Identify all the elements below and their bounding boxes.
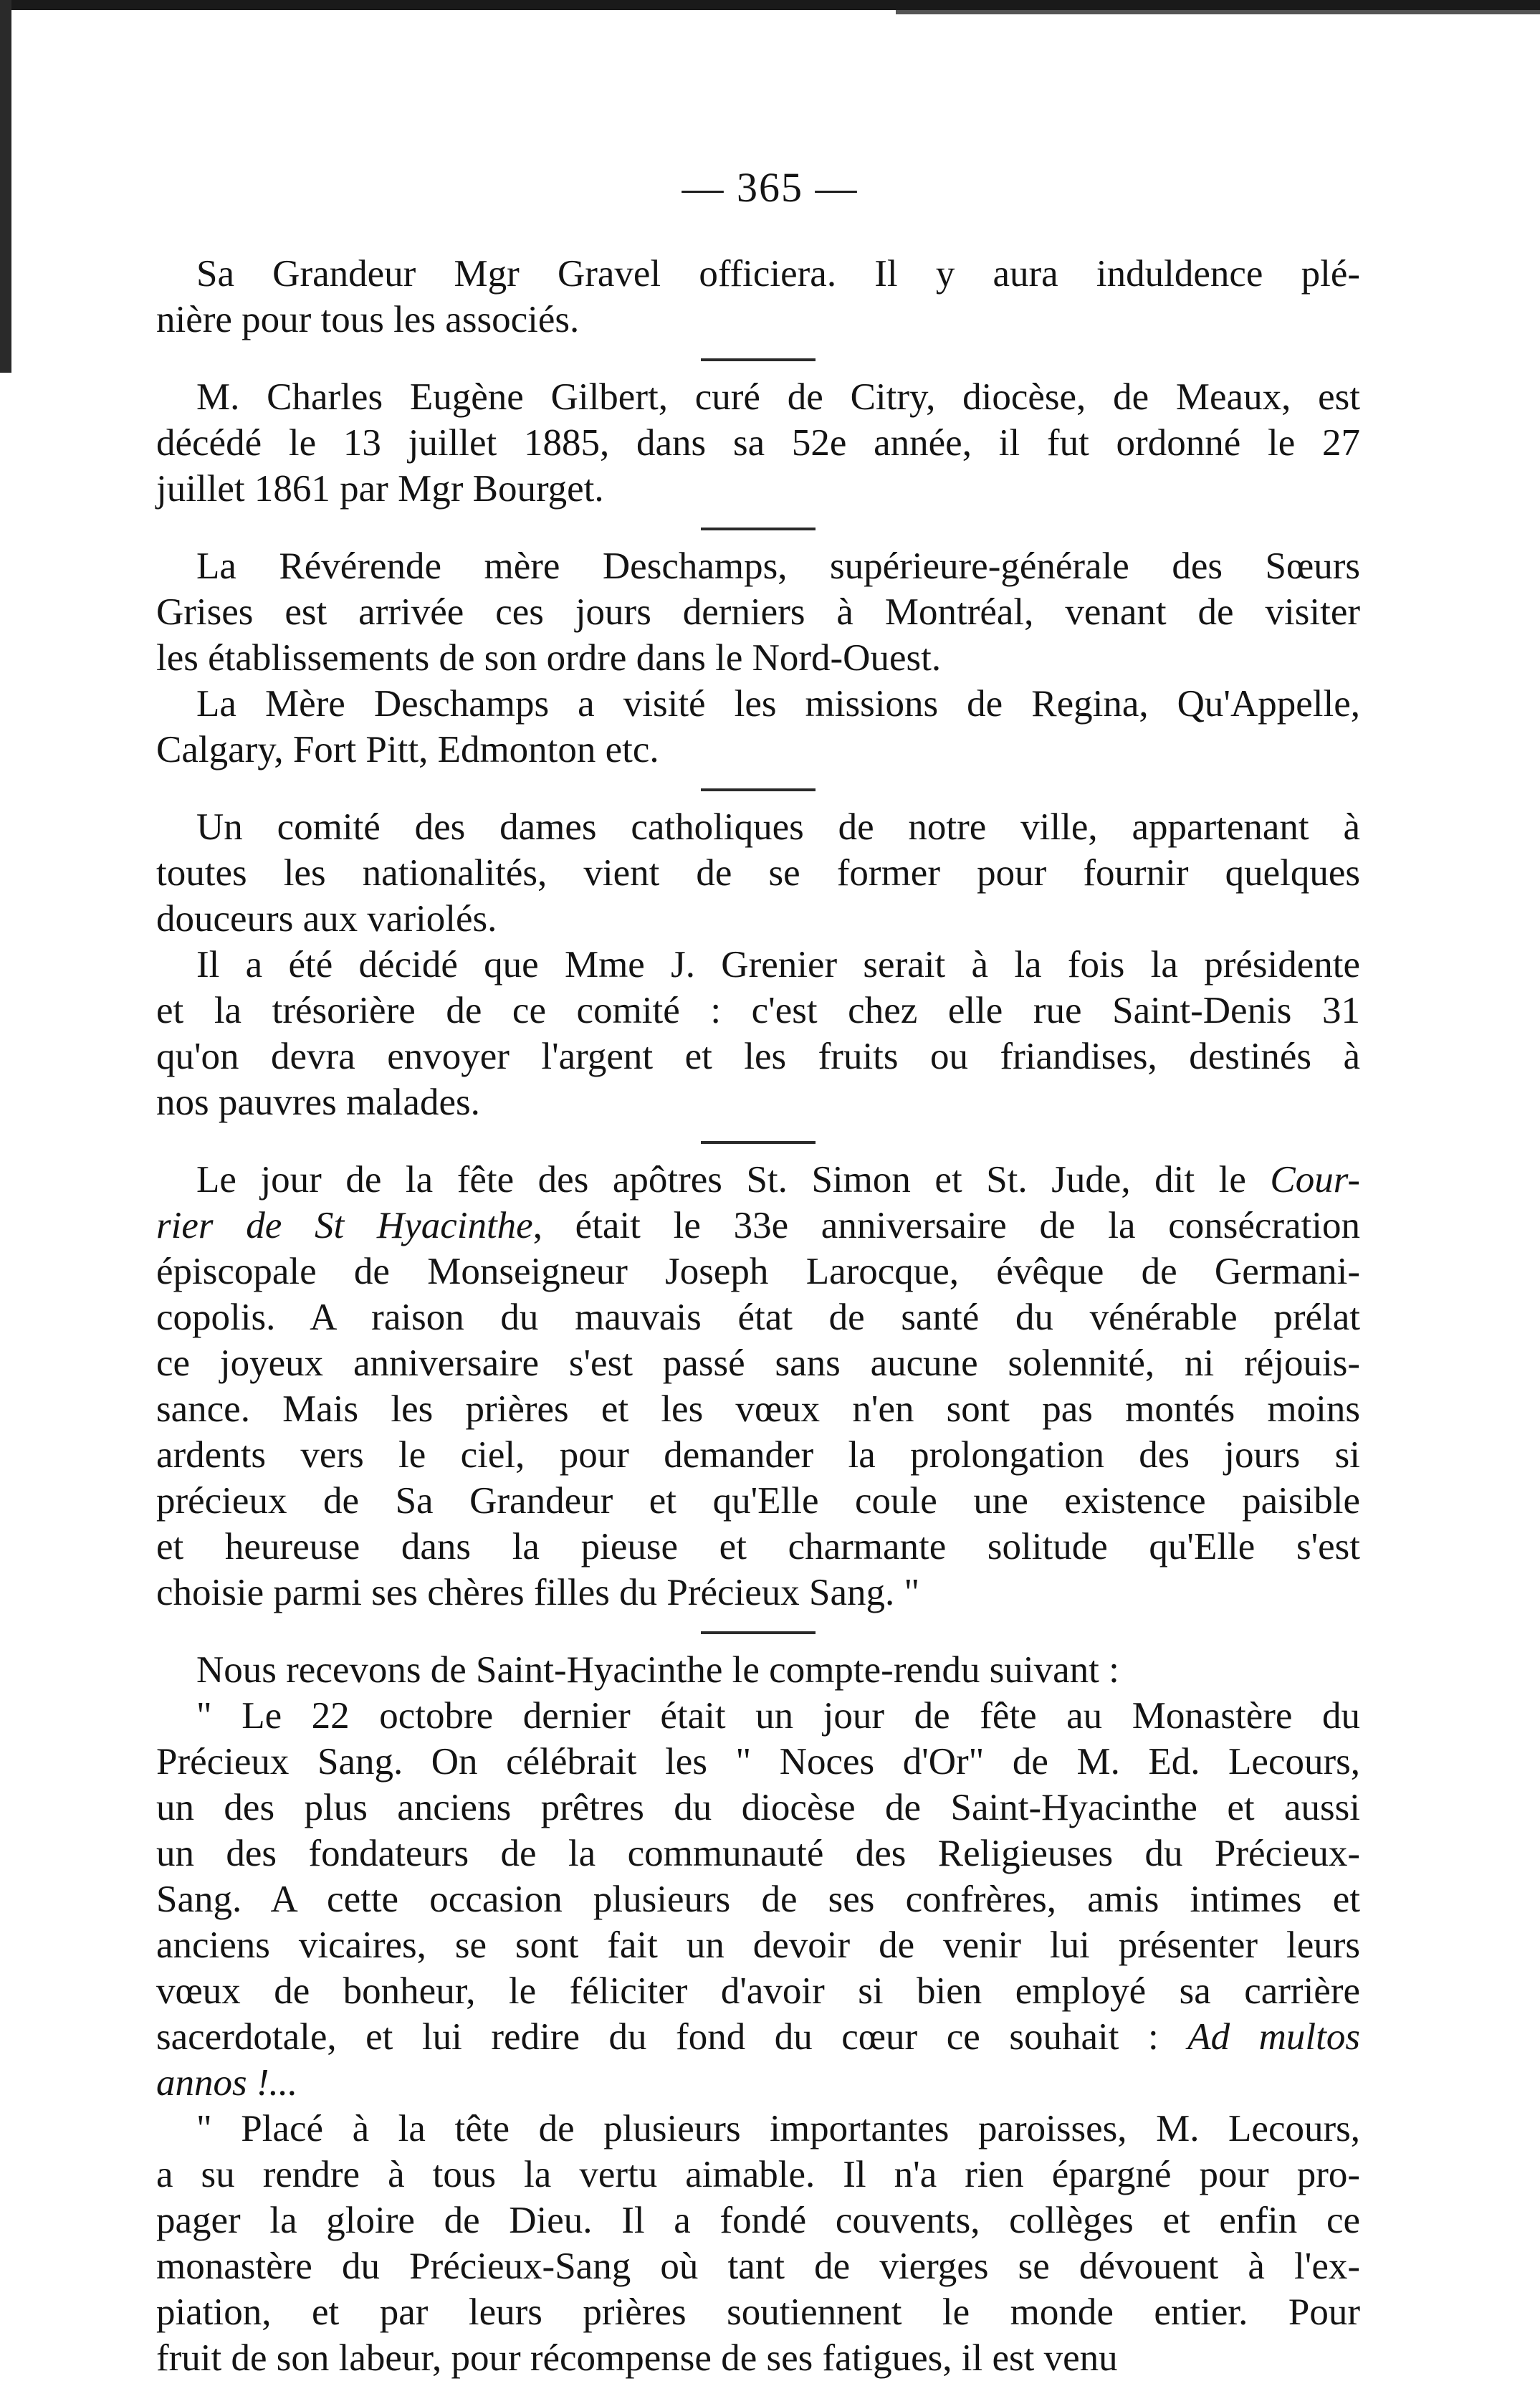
text-line: copolis. A raison du mauvais état de santé du vénérable prélat bbox=[156, 1297, 1360, 1338]
text-line: et heureuse dans la pieuse et charmante solitude qu'Elle s'est bbox=[156, 1526, 1360, 1568]
section-divider bbox=[701, 1631, 816, 1634]
article-paragraph bbox=[156, 1157, 1360, 1616]
article-paragraph bbox=[156, 543, 1360, 773]
text-line: toutes les nationalités, vient de se former pour fournir quelques bbox=[156, 852, 1360, 894]
text-line: épiscopale de Monseigneur Joseph Larocque, évêque de Germani- bbox=[156, 1251, 1360, 1292]
article-paragraph bbox=[156, 1647, 1360, 2381]
text-line: Nous recevons de Saint-Hyacinthe le compte-rendu suivant : bbox=[196, 1649, 1119, 1691]
text-line: Sa Grandeur Mgr Gravel officiera. Il y aura induldence plé- bbox=[196, 253, 1360, 295]
text-line: annos !... bbox=[156, 2062, 298, 2104]
text-line: ardents vers le ciel, pour demander la prolongation des jours si bbox=[156, 1434, 1360, 1476]
text-line: décédé le 13 juillet 1885, dans sa 52e année, il fut ordonné le 27 bbox=[156, 422, 1360, 464]
text-line: Calgary, Fort Pitt, Edmonton etc. bbox=[156, 729, 659, 770]
text-line: monastère du Précieux-Sang où tant de vierges se dévouent à l'ex- bbox=[156, 2246, 1360, 2287]
article-paragraph bbox=[156, 251, 1360, 343]
text-line: rier de St Hyacinthe, était le 33e anniversaire de la consécration bbox=[156, 1205, 1361, 1246]
text-line: Un comité des dames catholiques de notre ville, appartenant à bbox=[196, 806, 1360, 848]
text-line: choisie parmi ses chères filles du Précieux Sang. " bbox=[156, 1572, 920, 1613]
text-line: sance. Mais les prières et les vœux n'en sont pas montés moins bbox=[156, 1388, 1360, 1430]
article-column bbox=[156, 251, 1360, 2381]
text-line: ce joyeux anniversaire s'est passé sans aucune solennité, ni réjouis- bbox=[156, 1342, 1360, 1384]
text-line: juillet 1861 par Mgr Bourget. bbox=[156, 468, 604, 510]
text-line: " Placé à la tête de plusieurs importantes paroisses, M. Lecours, bbox=[196, 2108, 1360, 2149]
scan-border-top-shadow bbox=[896, 10, 1540, 14]
article-paragraph bbox=[156, 374, 1360, 512]
text-line: les établissements de son ordre dans le Nord-Ouest. bbox=[156, 637, 942, 679]
section-divider bbox=[701, 788, 816, 791]
text-line: Le jour de la fête des apôtres St. Simon et St. Jude, dit le Cour- bbox=[196, 1159, 1360, 1201]
article-paragraph bbox=[156, 804, 1360, 1125]
text-line: Grises est arrivée ces jours derniers à Montréal, venant de visiter bbox=[156, 591, 1360, 633]
text-line: fruit de son labeur, pour récompense de ses fatigues, il est venu bbox=[156, 2337, 1118, 2379]
text-line: Sang. A cette occasion plusieurs de ses confrères, amis intimes et bbox=[156, 1879, 1360, 1920]
text-line: a su rendre à tous la vertu aimable. Il n'a rien épargné pour pro- bbox=[156, 2154, 1360, 2195]
scan-border-top bbox=[0, 0, 1540, 10]
text-line: nière pour tous les associés. bbox=[156, 299, 580, 340]
text-line: sacerdotale, et lui redire du fond du cœur ce souhait : Ad multos bbox=[156, 2016, 1360, 2058]
text-line: pager la gloire de Dieu. Il a fondé couvents, collèges et enfin ce bbox=[156, 2200, 1360, 2241]
section-divider bbox=[701, 1141, 816, 1144]
text-line: un des plus anciens prêtres du diocèse de Saint-Hyacinthe et aussi bbox=[156, 1787, 1360, 1828]
text-line: " Le 22 octobre dernier était un jour de fête au Monastère du bbox=[196, 1695, 1360, 1737]
text-line: La Révérende mère Deschamps, supérieure-générale des Sœurs bbox=[196, 545, 1360, 587]
section-divider bbox=[701, 528, 816, 530]
text-line: M. Charles Eugène Gilbert, curé de Citry, diocèse, de Meaux, est bbox=[196, 376, 1360, 418]
text-line: anciens vicaires, se sont fait un devoir de venir lui présenter leurs bbox=[156, 1924, 1360, 1966]
text-line: qu'on devra envoyer l'argent et les fruits ou friandises, destinés à bbox=[156, 1036, 1360, 1077]
text-line: et la trésorière de ce comité : c'est chez elle rue Saint-Denis 31 bbox=[156, 990, 1360, 1031]
text-line: vœux de bonheur, le féliciter d'avoir si bien employé sa carrière bbox=[156, 1970, 1360, 2012]
text-line: La Mère Deschamps a visité les missions de Regina, Qu'Appelle, bbox=[196, 683, 1360, 725]
section-divider bbox=[701, 358, 816, 361]
text-line: piation, et par leurs prières soutiennent le monde entier. Pour bbox=[156, 2291, 1360, 2333]
text-line: Il a été décidé que Mme J. Grenier serait à la fois la présidente bbox=[196, 944, 1360, 986]
text-line: un des fondateurs de la communauté des Religieuses du Précieux- bbox=[156, 1833, 1360, 1874]
text-line: douceurs aux variolés. bbox=[156, 898, 497, 940]
text-line: nos pauvres malades. bbox=[156, 1082, 480, 1123]
page-number: — 365 — bbox=[681, 164, 859, 211]
text-line: précieux de Sa Grandeur et qu'Elle coule une existence paisible bbox=[156, 1480, 1360, 1522]
text-line: Précieux Sang. On célébrait les " Noces d'Or" de M. Ed. Lecours, bbox=[156, 1741, 1360, 1783]
